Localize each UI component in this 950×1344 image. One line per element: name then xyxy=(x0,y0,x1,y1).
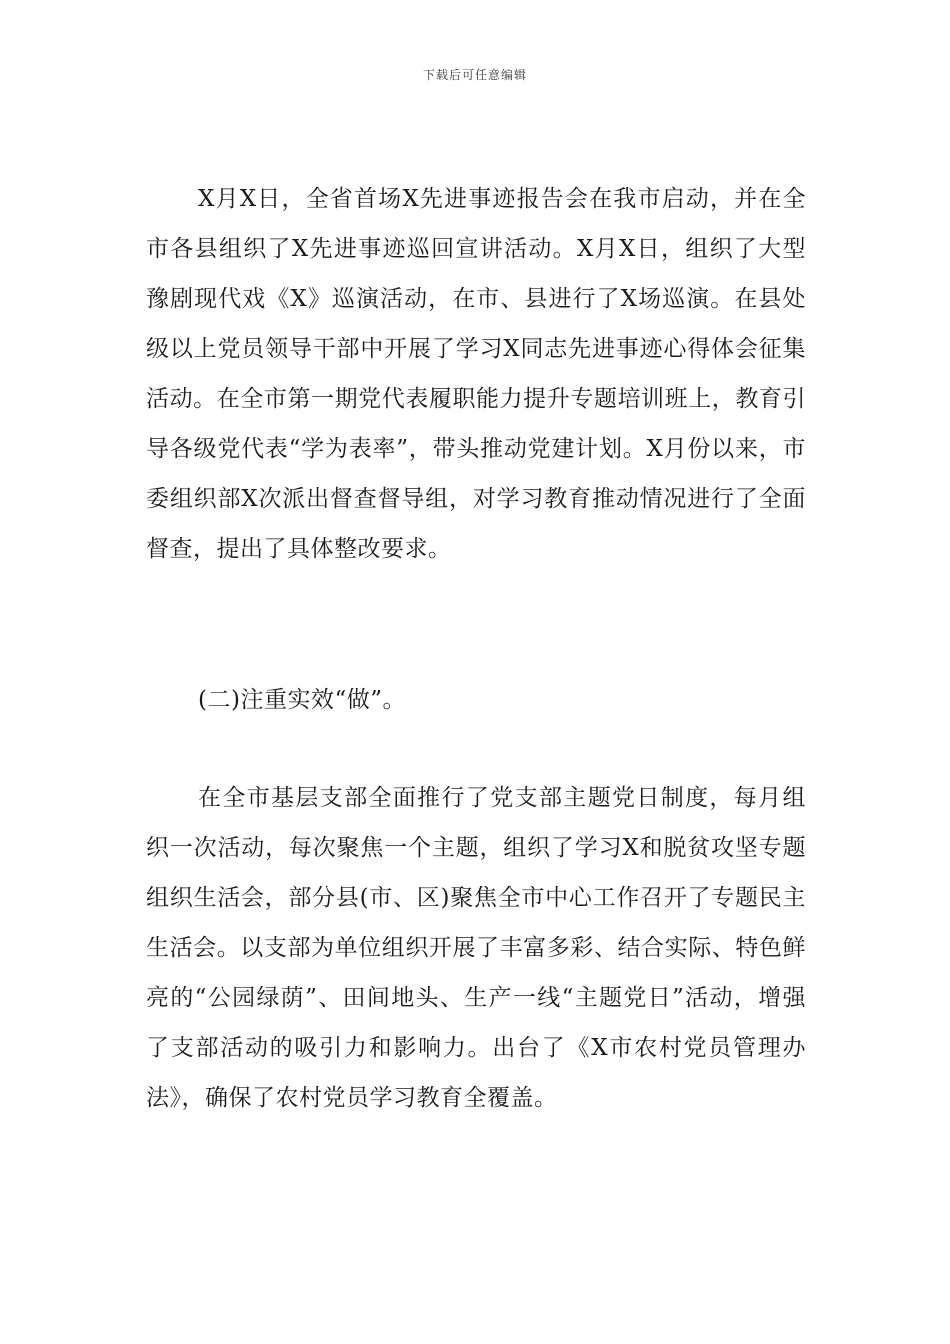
section-heading: (二)注重实效“做”。 xyxy=(198,687,406,713)
header-note: 下载后可任意编辑 xyxy=(422,68,527,82)
paragraph-2: 在全市基层支部全面推行了党支部主题党日制度，每月组织一次活动，每次聚焦一个主题，组织了学习X和脱贫攻坚专题组织生活会，部分县(市、区)聚焦全市中心工作召开了专题民主生活会。以支部为单位组织开展了丰富多彩、结合实际、特色鲜亮的“公园绿荫”、田间地头、生产一线“主题党日”活动，增强了支部活动的吸引力和影响力。出台了《X市农村党员管理办法》，确保了农村党员学习教育全覆盖。 xyxy=(146,785,806,1111)
paragraph-1: X月X日，全省首场X先进事迹报告会在我市启动，并在全市各县组织了X先进事迹巡回宣讲活动。X月X日，组织了大型豫剧现代戏《X》巡演活动，在市、县进行了X场巡演。在县处级以上党员领导干部中开展了学习X同志先进事迹心得体会征集活动。在全市第一期党代表履职能力提升专题培训班上，教育引导各级党代表“学为表率”，带头推动党建计划。X月份以来，市委组织部X次派出督查督导组，对学习教育推动情况进行了全面督查，提出了具体整改要求。 xyxy=(146,186,806,562)
